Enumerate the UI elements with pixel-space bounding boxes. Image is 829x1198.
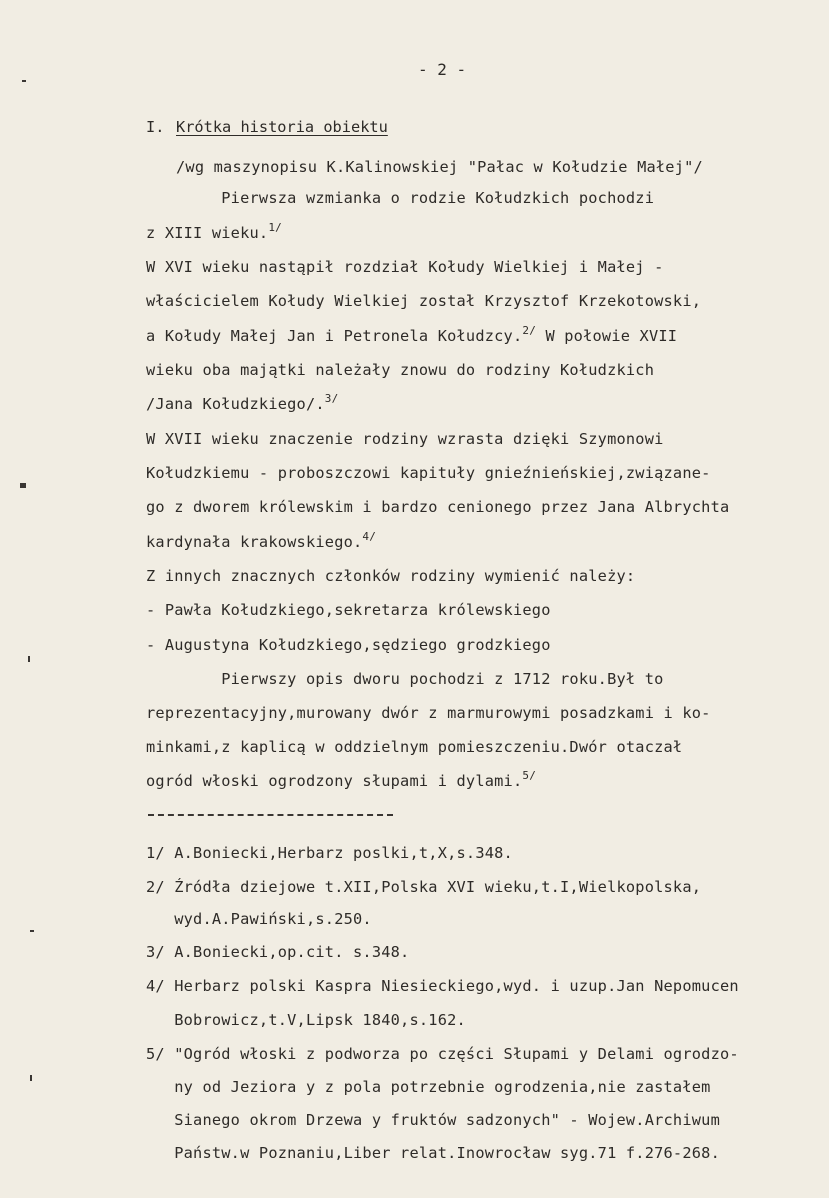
footnote-ref: 5/ — [522, 769, 537, 782]
body-line: /wg maszynopisu K.Kalinowskiej "Pałac w Kołudzie Małej"/ — [176, 158, 703, 176]
body-line: - Augustyna Kołudzkiego,sędziego grodzkiego — [146, 636, 551, 654]
footnote-ref: 2/ — [522, 324, 537, 337]
body-line: Pierwsza wzmianka o rodzie Kołudzkich pochodzi — [146, 189, 655, 207]
body-line: - Pawła Kołudzkiego,sekretarza królewskiego — [146, 601, 551, 619]
footnote-line: Bobrowicz,t.V,Lipsk 1840,s.162. — [146, 1011, 466, 1029]
body-line: go z dworem królewskim i bardzo cenionego przez Jana Albrychta — [146, 498, 730, 516]
section-number: I. — [146, 118, 165, 136]
scan-speck — [28, 656, 30, 662]
body-line: /Jana Kołudzkiego/.$^{3/}$ — [146, 392, 339, 413]
footnote-line: 5/ "Ogród włoski z podworza po części Słupami y Delami ogrodzo- — [146, 1045, 739, 1063]
scan-speck — [30, 930, 34, 932]
scan-speck — [20, 483, 26, 488]
footnote-ref: 1/ — [268, 221, 282, 234]
footnote-ref: 4/ — [362, 530, 377, 543]
body-line: reprezentacyjny,murowany dwór z marmurowymi posadzkami i ko- — [146, 704, 711, 722]
footnote-separator — [148, 814, 393, 816]
body-line: a Kołudy Małej Jan i Petronela Kołudzcy.$^{2/}$ W połowie XVII — [146, 324, 678, 345]
body-line: minkami,z kaplicą w oddzielnym pomieszczeniu.Dwór otaczał — [146, 738, 683, 756]
section-title: Krótka historia obiektu — [176, 118, 388, 136]
footnote-line: wyd.A.Pawiński,s.250. — [146, 910, 372, 928]
page-number: - 2 - — [418, 60, 467, 79]
footnote-line: Państw.w Poznaniu,Liber relat.Inowrocław syg.71 f.276-268. — [146, 1144, 720, 1162]
body-line: Pierwszy opis dworu pochodzi z 1712 roku.Był to — [146, 670, 664, 688]
body-line: W XVI wieku nastąpił rozdział Kołudy Wielkiej i Małej - — [146, 258, 664, 276]
scan-speck — [30, 1075, 32, 1081]
body-line: kardynała krakowskiego.$^{4/}$ — [146, 530, 377, 551]
footnote-line: Sianego okrom Drzewa y fruktów sadzonych" - Wojew.Archiwum — [146, 1111, 720, 1129]
body-line: ogród włoski ogrodzony słupami i dylami.$^{5/}$ — [146, 769, 537, 790]
footnote-ref: 3/ — [324, 392, 339, 405]
body-line: Z innych znacznych członków rodziny wymienić należy: — [146, 567, 636, 585]
footnote-line: 2/ Źródła dziejowe t.XII,Polska XVI wieku,t.I,Wielkopolska, — [146, 878, 702, 896]
scan-speck — [22, 80, 26, 82]
body-line: W XVII wieku znaczenie rodziny wzrasta dzięki Szymonowi — [146, 430, 664, 448]
footnote-line: 3/ A.Boniecki,op.cit. s.348. — [146, 943, 410, 961]
body-line: wieku oba majątki należały znowu do rodziny Kołudzkich — [146, 361, 655, 379]
body-line: właścicielem Kołudy Wielkiej został Krzysztof Krzekotowski, — [146, 292, 702, 310]
footnote-line: 4/ Herbarz polski Kaspra Niesieckiego,wyd. i uzup.Jan Nepomucen — [146, 977, 739, 995]
footnote-line: 1/ A.Boniecki,Herbarz poslki,t,X,s.348. — [146, 844, 513, 862]
body-line: z XIII wieku.$^{1/}$ — [146, 221, 282, 242]
body-line: Kołudzkiemu - proboszczowi kapituły gnieźnieńskiej,związane- — [146, 464, 711, 482]
footnote-line: ny od Jeziora y z pola potrzebnie ogrodzenia,nie zastałem — [146, 1078, 711, 1096]
